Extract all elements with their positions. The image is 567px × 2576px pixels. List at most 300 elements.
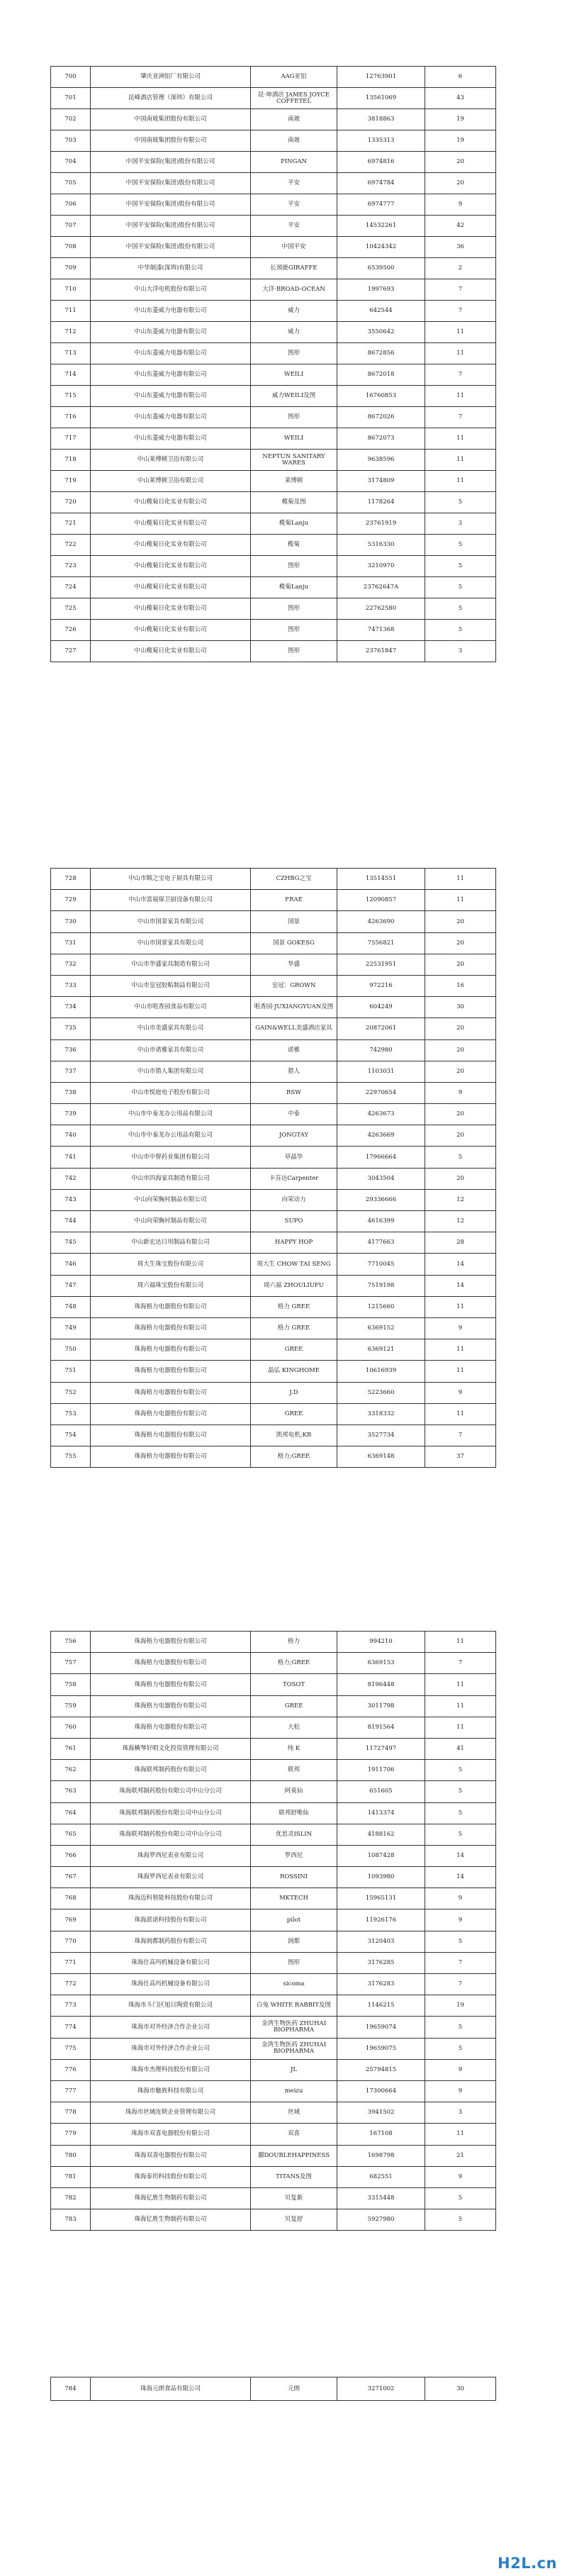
- registration-number-cell: 8672026: [337, 407, 425, 428]
- row-number-cell: 751: [51, 1361, 91, 1382]
- table-row: [51, 216, 496, 237]
- table-row: [51, 1232, 496, 1254]
- registration-number-cell: 3941502: [337, 2102, 425, 2124]
- registration-number-cell: 3271002: [337, 2377, 425, 2401]
- class-cell: 21: [425, 2145, 496, 2166]
- class-cell: 11: [425, 1339, 496, 1361]
- class-cell: 37: [425, 1446, 496, 1468]
- trademark-table-page-3: [50, 1631, 496, 2231]
- table-row: [51, 67, 496, 88]
- trademark-cell: 周大生 CHOW TAI SENG: [251, 1254, 337, 1275]
- company-name-cell: 中山市华盛家具制造有限公司: [91, 954, 251, 975]
- trademark-cell: 润都: [251, 1931, 337, 1952]
- table-row: [51, 1952, 496, 1973]
- registration-number-cell: 1215660: [337, 1296, 425, 1317]
- registration-number-cell: 3318332: [337, 1403, 425, 1424]
- registration-number-cell: 6974816: [337, 152, 425, 173]
- row-number-cell: 769: [51, 1909, 91, 1931]
- company-name-cell: 珠海格力电器股份有限公司: [91, 1632, 251, 1653]
- row-number-cell: 777: [51, 2080, 91, 2102]
- row-number-cell: 774: [51, 2017, 91, 2038]
- table-row: [51, 2145, 496, 2166]
- company-name-cell: 珠海格力电器股份有限公司: [91, 1339, 251, 1361]
- trademark-cell: 格力;GREE: [251, 1446, 337, 1468]
- row-number-cell: 741: [51, 1147, 91, 1168]
- table-row: [51, 322, 496, 343]
- class-cell: 20: [425, 954, 496, 975]
- trademark-cell: 榄菊Lanju: [251, 577, 337, 598]
- registration-number-cell: 1413374: [337, 1802, 425, 1824]
- class-cell: 3: [425, 2102, 496, 2124]
- table-row: [51, 1653, 496, 1674]
- row-number-cell: 740: [51, 1125, 91, 1147]
- class-cell: 5: [425, 1802, 496, 1824]
- row-number-cell: 778: [51, 2102, 91, 2124]
- row-number-cell: 742: [51, 1168, 91, 1189]
- registration-number-cell: 25794815: [337, 2059, 425, 2080]
- trademark-cell: sicoma: [251, 1974, 337, 1995]
- registration-number-cell: 3818863: [337, 109, 425, 130]
- trademark-cell: TOSOT: [251, 1674, 337, 1695]
- table-row: [51, 2038, 496, 2059]
- registration-number-cell: 14532261: [337, 216, 425, 237]
- trademark-cell: JL: [251, 2059, 337, 2080]
- trademark-cell: GREE: [251, 1695, 337, 1717]
- table-row: [51, 407, 496, 428]
- registration-number-cell: 3315448: [337, 2187, 425, 2209]
- registration-number-cell: 167108: [337, 2124, 425, 2145]
- class-cell: 20: [425, 1125, 496, 1147]
- registration-number-cell: 23762647A: [337, 577, 425, 598]
- company-name-cell: 中山东菱威力电器有限公司: [91, 301, 251, 322]
- company-name-cell: 中山市顺之宝电子厨具有限公司: [91, 869, 251, 890]
- trademark-cell: 图形: [251, 1952, 337, 1973]
- class-cell: 11: [425, 1695, 496, 1717]
- row-number-cell: 752: [51, 1382, 91, 1403]
- registration-number-cell: 682551: [337, 2166, 425, 2187]
- class-cell: 7: [425, 279, 496, 301]
- company-name-cell: 周大生珠宝股份有限公司: [91, 1254, 251, 1275]
- table-row: [51, 556, 496, 577]
- row-number-cell: 767: [51, 1867, 91, 1888]
- table-row: [51, 911, 496, 932]
- trademark-cell: 周六福 ZHOULIUFU: [251, 1275, 337, 1296]
- row-number-cell: 718: [51, 450, 91, 471]
- company-name-cell: 中国平安保险(集团)股份有限公司: [91, 237, 251, 258]
- company-name-cell: 珠海亿胜生物制药有限公司: [91, 2187, 251, 2209]
- trademark-cell: 诺雅: [251, 1039, 337, 1061]
- company-name-cell: 中国平安保险(集团)股份有限公司: [91, 173, 251, 194]
- row-number-cell: 760: [51, 1717, 91, 1738]
- registration-number-cell: 5316330: [337, 535, 425, 556]
- trademark-cell: AAG亚铝: [251, 67, 337, 88]
- class-cell: 12: [425, 1211, 496, 1232]
- registration-number-cell: 642544: [337, 301, 425, 322]
- class-cell: 5: [425, 492, 496, 513]
- row-number-cell: 746: [51, 1254, 91, 1275]
- table-row: [51, 1018, 496, 1039]
- company-name-cell: 珠海格力电器股份有限公司: [91, 1653, 251, 1674]
- registration-number-cell: 10616939: [337, 1361, 425, 1382]
- registration-number-cell: 1335313: [337, 130, 425, 152]
- table-row: [51, 1082, 496, 1103]
- trademark-cell: 元朗: [251, 2377, 337, 2401]
- registration-number-cell: 7710045: [337, 1254, 425, 1275]
- registration-number-cell: 5927980: [337, 2209, 425, 2231]
- class-cell: 14: [425, 1845, 496, 1866]
- class-cell: 14: [425, 1275, 496, 1296]
- trademark-cell: 金湾生物医药 ZHUHAI BIOPHARMA: [251, 2017, 337, 2038]
- registration-number-cell: 7556821: [337, 932, 425, 954]
- class-cell: 6: [425, 67, 496, 88]
- table-body: [51, 1632, 496, 2231]
- company-name-cell: 珠海市斗门区旭日陶瓷有限公司: [91, 1995, 251, 2017]
- class-cell: 9: [425, 1909, 496, 1931]
- class-cell: 11: [425, 869, 496, 890]
- company-name-cell: 珠海泰坦科技股份有限公司: [91, 2166, 251, 2187]
- row-number-cell: 780: [51, 2145, 91, 2166]
- company-name-cell: 珠海市双喜电器股份有限公司: [91, 2124, 251, 2145]
- row-number-cell: 759: [51, 1695, 91, 1717]
- registration-number-cell: 1698798: [337, 2145, 425, 2166]
- class-cell: 5: [425, 577, 496, 598]
- row-number-cell: 783: [51, 2209, 91, 2231]
- trademark-cell: 皇冠：GROWN: [251, 975, 337, 996]
- watermark-dot: .: [531, 2555, 537, 2572]
- trademark-cell: 榄菊Lanju: [251, 513, 337, 535]
- class-cell: 19: [425, 130, 496, 152]
- table-row: [51, 975, 496, 996]
- company-name-cell: 中山榄菊日化实业有限公司: [91, 620, 251, 641]
- class-cell: 7: [425, 364, 496, 386]
- table-row: [51, 152, 496, 173]
- table-row: [51, 513, 496, 535]
- company-name-cell: 珠海市杰理科技股份有限公司: [91, 2059, 251, 2080]
- table-row: [51, 1296, 496, 1317]
- table-row: [51, 641, 496, 662]
- class-cell: 20: [425, 932, 496, 954]
- site-watermark-logo: [498, 2555, 557, 2572]
- row-number-cell: 784: [51, 2377, 91, 2401]
- row-number-cell: 705: [51, 173, 91, 194]
- trademark-cell: 图形: [251, 641, 337, 662]
- company-name-cell: 珠海格力电器股份有限公司: [91, 1361, 251, 1382]
- company-name-cell: 珠海格力电器股份有限公司: [91, 1674, 251, 1695]
- company-name-cell: 中山市中泰龙办公用品有限公司: [91, 1125, 251, 1147]
- registration-number-cell: 8672018: [337, 364, 425, 386]
- table-row: [51, 2209, 496, 2231]
- row-number-cell: 773: [51, 1995, 91, 2017]
- table-row: [51, 194, 496, 216]
- company-name-cell: 中山东菱威力电器有限公司: [91, 386, 251, 407]
- row-number-cell: 712: [51, 322, 91, 343]
- registration-number-cell: 19659075: [337, 2038, 425, 2059]
- table-row: [51, 2187, 496, 2209]
- class-cell: 11: [425, 2124, 496, 2145]
- class-cell: 43: [425, 88, 496, 109]
- registration-number-cell: 16760853: [337, 386, 425, 407]
- table-row: [51, 1446, 496, 1468]
- registration-number-cell: 3176283: [337, 1974, 425, 1995]
- row-number-cell: 711: [51, 301, 91, 322]
- class-cell: 11: [425, 343, 496, 364]
- company-name-cell: 中山榄菊日化实业有限公司: [91, 641, 251, 662]
- trademark-cell: 南玻: [251, 130, 337, 152]
- company-name-cell: 珠海罗西尼表业有限公司: [91, 1867, 251, 1888]
- registration-number-cell: 1146215: [337, 1995, 425, 2017]
- row-number-cell: 724: [51, 577, 91, 598]
- registration-number-cell: 12763901: [337, 67, 425, 88]
- row-number-cell: 703: [51, 130, 91, 152]
- company-name-cell: 中山东菱威力电器有限公司: [91, 343, 251, 364]
- class-cell: 20: [425, 173, 496, 194]
- trademark-cell: 格力 GREE: [251, 1296, 337, 1317]
- class-cell: 11: [425, 1361, 496, 1382]
- registration-number-cell: 12090857: [337, 890, 425, 911]
- company-name-cell: 中山东菱威力电器有限公司: [91, 407, 251, 428]
- class-cell: 20: [425, 1018, 496, 1039]
- table-row: [51, 1845, 496, 1866]
- class-cell: 7: [425, 407, 496, 428]
- company-name-cell: 中国南玻集团股份有限公司: [91, 130, 251, 152]
- table-row: [51, 2017, 496, 2038]
- class-cell: 20: [425, 1104, 496, 1125]
- row-number-cell: 755: [51, 1446, 91, 1468]
- class-cell: 36: [425, 237, 496, 258]
- company-name-cell: 中山市国景家具有限公司: [91, 911, 251, 932]
- company-name-cell: 中国平安保险(集团)股份有限公司: [91, 194, 251, 216]
- trademark-cell: GREE: [251, 1403, 337, 1424]
- trademark-cell: 猎人: [251, 1061, 337, 1082]
- table-row: [51, 1061, 496, 1082]
- trademark-cell: 白兔 WHITE RABBIT及图: [251, 1995, 337, 2017]
- registration-number-cell: 11727497: [337, 1738, 425, 1759]
- watermark-brand: H2L: [498, 2555, 532, 2572]
- trademark-cell: MKTECH: [251, 1888, 337, 1909]
- company-name-cell: 珠海市对外经济合作企业公司: [91, 2017, 251, 2038]
- row-number-cell: 706: [51, 194, 91, 216]
- company-name-cell: 珠海派诺科技股份有限公司: [91, 1909, 251, 1931]
- registration-number-cell: 7471368: [337, 620, 425, 641]
- row-number-cell: 710: [51, 279, 91, 301]
- class-cell: 20: [425, 1061, 496, 1082]
- table-row: [51, 1382, 496, 1403]
- row-number-cell: 776: [51, 2059, 91, 2080]
- company-name-cell: 中山市诺雅家具有限公司: [91, 1039, 251, 1061]
- table-row: [51, 869, 496, 890]
- company-name-cell: 珠海罗西尼表业有限公司: [91, 1845, 251, 1866]
- row-number-cell: 723: [51, 556, 91, 577]
- watermark-tld: cn: [537, 2555, 557, 2572]
- registration-number-cell: 17300664: [337, 2080, 425, 2102]
- table-row: [51, 1802, 496, 1824]
- table-row: [51, 471, 496, 492]
- trademark-cell: 晶弘 KINGHOME: [251, 1361, 337, 1382]
- table-row: [51, 1909, 496, 1931]
- registration-number-cell: 6369152: [337, 1317, 425, 1339]
- company-name-cell: 中山市国景家具有限公司: [91, 932, 251, 954]
- company-name-cell: 珠海双喜电器股份有限公司: [91, 2145, 251, 2166]
- registration-number-cell: 6974777: [337, 194, 425, 216]
- registration-number-cell: 1178264: [337, 492, 425, 513]
- class-cell: 5: [425, 1781, 496, 1802]
- table-row: [51, 386, 496, 407]
- trademark-cell: 图形: [251, 620, 337, 641]
- class-cell: 11: [425, 890, 496, 911]
- trademark-cell: 平安: [251, 173, 337, 194]
- row-number-cell: 762: [51, 1760, 91, 1781]
- table-row: [51, 492, 496, 513]
- trademark-cell: 双喜: [251, 2124, 337, 2145]
- table-body: [51, 869, 496, 1468]
- row-number-cell: 779: [51, 2124, 91, 2145]
- table-row: [51, 1760, 496, 1781]
- class-cell: 11: [425, 1296, 496, 1317]
- trademark-cell: 榄菊及图: [251, 492, 337, 513]
- registration-number-cell: 4263669: [337, 1125, 425, 1147]
- registration-number-cell: 22531951: [337, 954, 425, 975]
- class-cell: 20: [425, 1039, 496, 1061]
- trademark-cell: 纯 K: [251, 1738, 337, 1759]
- trademark-cell: 格力 GREE: [251, 1317, 337, 1339]
- registration-number-cell: 22762580: [337, 598, 425, 620]
- row-number-cell: 772: [51, 1974, 91, 1995]
- table-row: [51, 1931, 496, 1952]
- registration-number-cell: 3210970: [337, 556, 425, 577]
- trademark-table-page-4: [50, 2377, 496, 2401]
- row-number-cell: 720: [51, 492, 91, 513]
- trademark-cell: 大洋·BROAD-OCEAN: [251, 279, 337, 301]
- registration-number-cell: 1093980: [337, 1867, 425, 1888]
- table-row: [51, 130, 496, 152]
- registration-number-cell: 20872061: [337, 1018, 425, 1039]
- company-name-cell: 中山市咀香园食品有限公司: [91, 997, 251, 1018]
- class-cell: 7: [425, 301, 496, 322]
- class-cell: 19: [425, 109, 496, 130]
- table-row: [51, 1695, 496, 1717]
- registration-number-cell: 7519198: [337, 1275, 425, 1296]
- table-row: [51, 450, 496, 471]
- trademark-cell: WEILI: [251, 428, 337, 450]
- table-row: [51, 2377, 496, 2401]
- registration-number-cell: 13561069: [337, 88, 425, 109]
- registration-number-cell: 3527734: [337, 1424, 425, 1446]
- company-name-cell: 中山市悦庭电子股份有限公司: [91, 1082, 251, 1103]
- table-body: [51, 67, 496, 662]
- row-number-cell: 771: [51, 1952, 91, 1973]
- class-cell: 7: [425, 1952, 496, 1973]
- company-name-cell: 珠海格力电器股份有限公司: [91, 1296, 251, 1317]
- row-number-cell: 728: [51, 869, 91, 890]
- company-name-cell: 中山榄菊日化实业有限公司: [91, 577, 251, 598]
- trademark-cell: GREE: [251, 1339, 337, 1361]
- registration-number-cell: 13514551: [337, 869, 425, 890]
- registration-number-cell: 4177663: [337, 1232, 425, 1254]
- company-name-cell: 珠海格力电器股份有限公司: [91, 1446, 251, 1468]
- table-row: [51, 954, 496, 975]
- class-cell: 11: [425, 428, 496, 450]
- table-row: [51, 428, 496, 450]
- table-body: [51, 2377, 496, 2401]
- trademark-cell: pilot: [251, 1909, 337, 1931]
- company-name-cell: 中华制漆(深圳)有限公司: [91, 258, 251, 279]
- company-name-cell: 珠海格力电器股份有限公司: [91, 1317, 251, 1339]
- trademark-cell: 中泰: [251, 1104, 337, 1125]
- company-name-cell: 中山东菱威力电器有限公司: [91, 364, 251, 386]
- class-cell: 30: [425, 2377, 496, 2401]
- table-row: [51, 1995, 496, 2017]
- company-name-cell: 珠海市魅族科技有限公司: [91, 2080, 251, 2102]
- row-number-cell: 717: [51, 428, 91, 450]
- table-row: [51, 301, 496, 322]
- registration-number-cell: 1103031: [337, 1061, 425, 1082]
- company-name-cell: 中山榄菊日化实业有限公司: [91, 556, 251, 577]
- company-name-cell: 珠海元朗食品有限公司: [91, 2377, 251, 2401]
- trademark-cell: RSW: [251, 1082, 337, 1103]
- trademark-cell: 阿莫仙: [251, 1781, 337, 1802]
- trademark-cell: 榄菊: [251, 535, 337, 556]
- table-row: [51, 1211, 496, 1232]
- row-number-cell: 730: [51, 911, 91, 932]
- trademark-cell: TITANS及图: [251, 2166, 337, 2187]
- company-name-cell: 中国平安保险(集团)股份有限公司: [91, 152, 251, 173]
- table-row: [51, 1717, 496, 1738]
- table-row: [51, 1781, 496, 1802]
- trademark-cell: GAIN&WELL美盛酒店家具: [251, 1018, 337, 1039]
- trademark-cell: PINGAN: [251, 152, 337, 173]
- trademark-cell: 凯邦电机;KB: [251, 1424, 337, 1446]
- company-name-cell: 中山市中智药业集团有限公司: [91, 1147, 251, 1168]
- row-number-cell: 726: [51, 620, 91, 641]
- trademark-table-page-2: [50, 868, 496, 1468]
- row-number-cell: 766: [51, 1845, 91, 1866]
- registration-number-cell: 651605: [337, 1781, 425, 1802]
- registration-number-cell: 17966664: [337, 1147, 425, 1168]
- class-cell: 9: [425, 2059, 496, 2080]
- registration-number-cell: 3043504: [337, 1168, 425, 1189]
- company-name-cell: 中山榄菊日化实业有限公司: [91, 492, 251, 513]
- company-name-cell: 中山市中泰龙办公用品有限公司: [91, 1104, 251, 1125]
- company-name-cell: 珠海联邦制药股份有限公司: [91, 1760, 251, 1781]
- trademark-cell: 威力: [251, 322, 337, 343]
- trademark-cell: 长颈鹿GIRAFFE: [251, 258, 337, 279]
- trademark-cell: SUPO: [251, 1211, 337, 1232]
- company-name-cell: 珠海格力电器股份有限公司: [91, 1382, 251, 1403]
- trademark-cell: 图形: [251, 556, 337, 577]
- class-cell: 28: [425, 1232, 496, 1254]
- row-number-cell: 731: [51, 932, 91, 954]
- table-row: [51, 598, 496, 620]
- row-number-cell: 754: [51, 1424, 91, 1446]
- class-cell: 11: [425, 386, 496, 407]
- table-row: [51, 997, 496, 1018]
- company-name-cell: 肇庆亚洲铝厂有限公司: [91, 67, 251, 88]
- company-name-cell: 珠海联邦制药股份有限公司中山分公司: [91, 1824, 251, 1845]
- table-row: [51, 577, 496, 598]
- class-cell: 5: [425, 535, 496, 556]
- row-number-cell: 732: [51, 954, 91, 975]
- row-number-cell: 739: [51, 1104, 91, 1125]
- registration-number-cell: 4188162: [337, 1824, 425, 1845]
- table-row: [51, 932, 496, 954]
- row-number-cell: 775: [51, 2038, 91, 2059]
- table-row: [51, 1104, 496, 1125]
- registration-number-cell: 604249: [337, 997, 425, 1018]
- company-name-cell: 中山市皇冠胶粘制品有限公司: [91, 975, 251, 996]
- table-row: [51, 1189, 496, 1210]
- class-cell: 11: [425, 450, 496, 471]
- row-number-cell: 700: [51, 67, 91, 88]
